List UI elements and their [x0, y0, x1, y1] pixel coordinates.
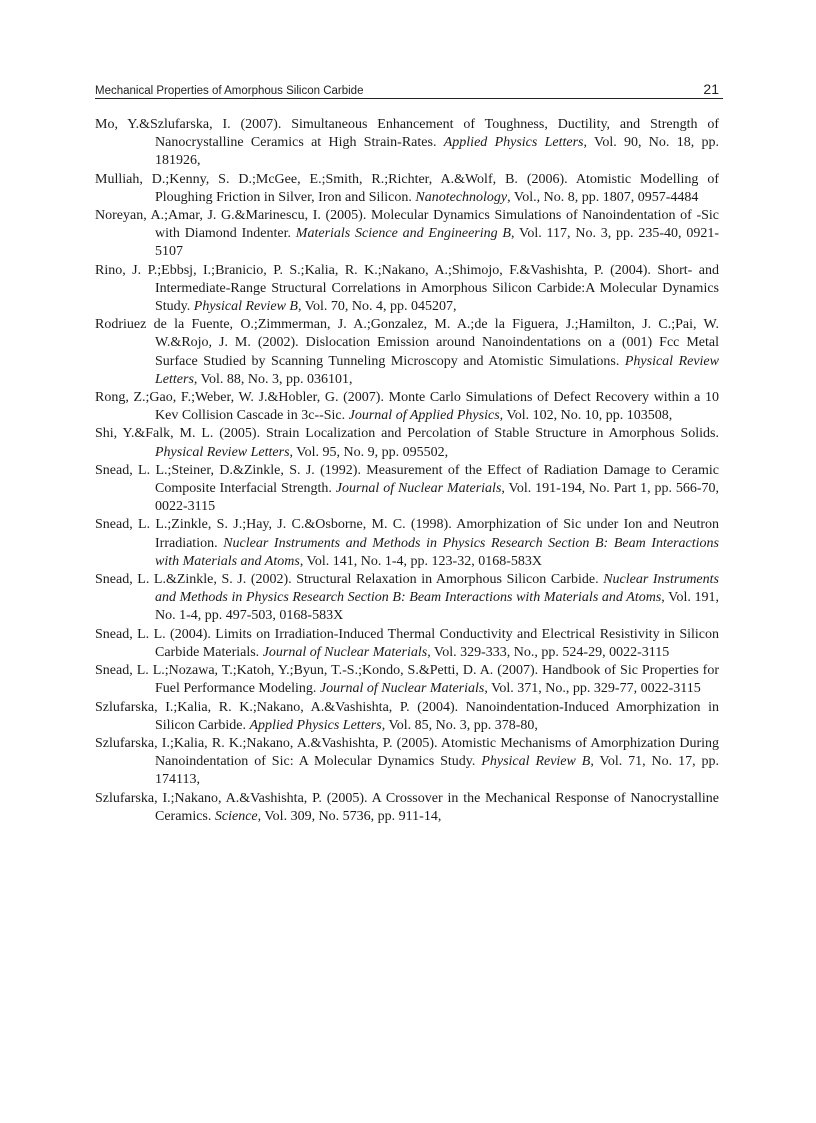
reference-entry [95, 425, 719, 461]
reference-text: Snead, L. L.&Zinkle, S. J. (2002). Structural Relaxation in Amorphous Silicon Carbide. [95, 572, 604, 588]
reference-journal: Nanotechnology [415, 189, 508, 205]
reference-text: Snead, L. L.;Zinkle, S. J.;Hay, J. C.&Osborne, M. C. (1998). Amorphization of Sic under Ion and Neutron Irradiation. [95, 517, 719, 551]
reference-details: , Vol. 191-194, No. Part 1, pp. 566-70, 0022-3115 [155, 481, 719, 515]
reference-text: Szlufarska, I.;Kalia, R. K.;Nakano, A.&Vashishta, P. (2004). Nanoindentation-Induced Amorphization in Silicon Carbide. [95, 699, 719, 733]
reference-journal: Nuclear Instruments and Methods in Physics Research Section B: Beam Interactions with Materials and Atoms [155, 572, 719, 606]
reference-journal: Science [214, 808, 258, 824]
reference-details: , Vol. 371, No., pp. 329-77, 0022-3115 [484, 681, 701, 697]
reference-text: Snead, L. L.;Nozawa, T.;Katoh, Y.;Byun, T.-S.;Kondo, S.&Petti, D. A. (2007). Handbook of Sic Properties for Fuel Performance Modeling. [95, 663, 719, 697]
reference-entry [95, 516, 719, 571]
reference-text: Szlufarska, I.;Kalia, R. K.;Nakano, A.&Vashishta, P. (2005). Atomistic Mechanisms of Amorphization During Nanoindentation of Sic: A Molecular Dynamics Study. [95, 735, 719, 770]
reference-text: Shi, Y.&Falk, M. L. (2005). Strain Localization and Percolation of Stable Structure in Amorphous Solids. [95, 426, 719, 442]
running-header [95, 79, 723, 99]
reference-entry [95, 571, 719, 626]
reference-journal: Journal of Nuclear Materials [319, 681, 485, 697]
reference-journal: Physical Review B [481, 754, 591, 770]
reference-entry [95, 462, 719, 517]
reference-journal: Journal of Nuclear Materials [335, 481, 502, 497]
reference-entry [95, 662, 719, 698]
reference-text: Szlufarska, I.;Nakano, A.&Vashishta, P. (2005). A Crossover in the Mechanical Response of Nanocrystalline Ceramics. [95, 790, 719, 824]
reference-details: , Vol. 191, No. 1-4, pp. 497-503, 0168-583X [155, 590, 719, 624]
reference-entry [95, 699, 719, 735]
reference-text: Snead, L. L.;Steiner, D.&Zinkle, S. J. (1992). Measurement of the Effect of Radiation Damage to Ceramic Composite Interfacial Strength. [95, 462, 719, 497]
page-number: 21 [703, 81, 719, 97]
reference-text: Mulliah, D.;Kenny, S. D.;McGee, E.;Smith, R.;Richter, A.&Wolf, B. (2006). Atomistic Modelling of Ploughing Friction in Silver, Iron and Silicon. [95, 171, 719, 205]
reference-journal: Physical Review Letters [155, 353, 719, 387]
reference-details: , Vol. 90, No. 18, pp. 181926, [155, 135, 719, 169]
reference-entry [95, 207, 719, 262]
reference-entry [95, 790, 719, 826]
running-header-title: Mechanical Properties of Amorphous Silicon Carbide [95, 85, 364, 97]
reference-entry [95, 626, 719, 662]
reference-details: , Vol. 141, No. 1-4, pp. 123-32, 0168-583X [299, 553, 542, 569]
reference-entry [95, 389, 719, 425]
reference-text: Snead, L. L. (2004). Limits on Irradiation-Induced Thermal Conductivity and Electrical Resistivity in Silicon Carbide Materials. [95, 626, 719, 660]
reference-text: Rodriuez de la Fuente, O.;Zimmerman, J. A.;Gonzalez, M. A.;de la Figuera, J.;Hamilton, J. C.;Pai, W. W.&Rojo, J. M. (2002). Dislocation Emission around Nanoindentations on a (001) Fcc Metal Surface Studied by Scanning Tunneling Microscopy and Atomistic Simulations. [95, 317, 719, 369]
reference-journal: Materials Science and Engineering B [295, 226, 511, 242]
reference-text: Mo, Y.&Szlufarska, I. (2007). Simultaneous Enhancement of Toughness, Ductility, and Strength of Nanocrystalline Ceramics at High Strain-Rates. [95, 117, 719, 151]
reference-journal: Applied Physics Letters [249, 717, 382, 733]
reference-details: , Vol. 70, No. 4, pp. 045207, [297, 299, 457, 315]
reference-details: , Vol. 71, No. 17, pp. 174113, [155, 754, 719, 788]
reference-journal: Applied Physics Letters [443, 135, 584, 151]
reference-journal: Physical Review Letters [155, 444, 290, 460]
reference-entry [95, 735, 719, 790]
reference-details: , Vol. 88, No. 3, pp. 036101, [193, 371, 353, 387]
reference-entry [95, 116, 719, 171]
reference-journal: Nuclear Instruments and Methods in Physics Research Section B: Beam Interactions with Materials and Atoms [155, 535, 719, 569]
reference-text: Rong, Z.;Gao, F.;Weber, W. J.&Hobler, G. (2007). Monte Carlo Simulations of Defect Recovery within a 10 Kev Collision Cascade in 3c--Sic. [95, 390, 719, 424]
reference-entry [95, 262, 719, 317]
reference-journal: Physical Review B [193, 299, 298, 315]
reference-details: , Vol. 117, No. 3, pp. 235-40, 0921-5107 [155, 226, 719, 260]
reference-details: , Vol. 102, No. 10, pp. 103508, [499, 408, 673, 424]
reference-details: , Vol. 309, No. 5736, pp. 911-14, [257, 808, 442, 824]
reference-details: , Vol., No. 8, pp. 1807, 0957-4484 [507, 189, 699, 205]
reference-entry [95, 171, 719, 207]
reference-entry [95, 316, 719, 389]
reference-details: , Vol. 85, No. 3, pp. 378-80, [381, 717, 538, 733]
reference-details: , Vol. 329-333, No., pp. 524-29, 0022-3115 [427, 644, 670, 660]
reference-journal: Journal of Applied Physics [348, 408, 500, 424]
reference-details: , Vol. 95, No. 9, pp. 095502, [289, 444, 449, 460]
reference-text: Noreyan, A.;Amar, J. G.&Marinescu, I. (2005). Molecular Dynamics Simulations of Nanoindentation of -Sic with Diamond Indenter. [95, 208, 719, 242]
reference-journal: Journal of Nuclear Materials [262, 644, 428, 660]
reference-list [95, 116, 719, 826]
reference-text: Rino, J. P.;Ebbsj, I.;Branicio, P. S.;Kalia, R. K.;Nakano, A.;Shimojo, F.&Vashishta, P. (2004). Short- and Intermediate-Range Structural Correlations in Amorphous Silicon Carbide:A Molecular Dynamics Study. [95, 262, 719, 315]
